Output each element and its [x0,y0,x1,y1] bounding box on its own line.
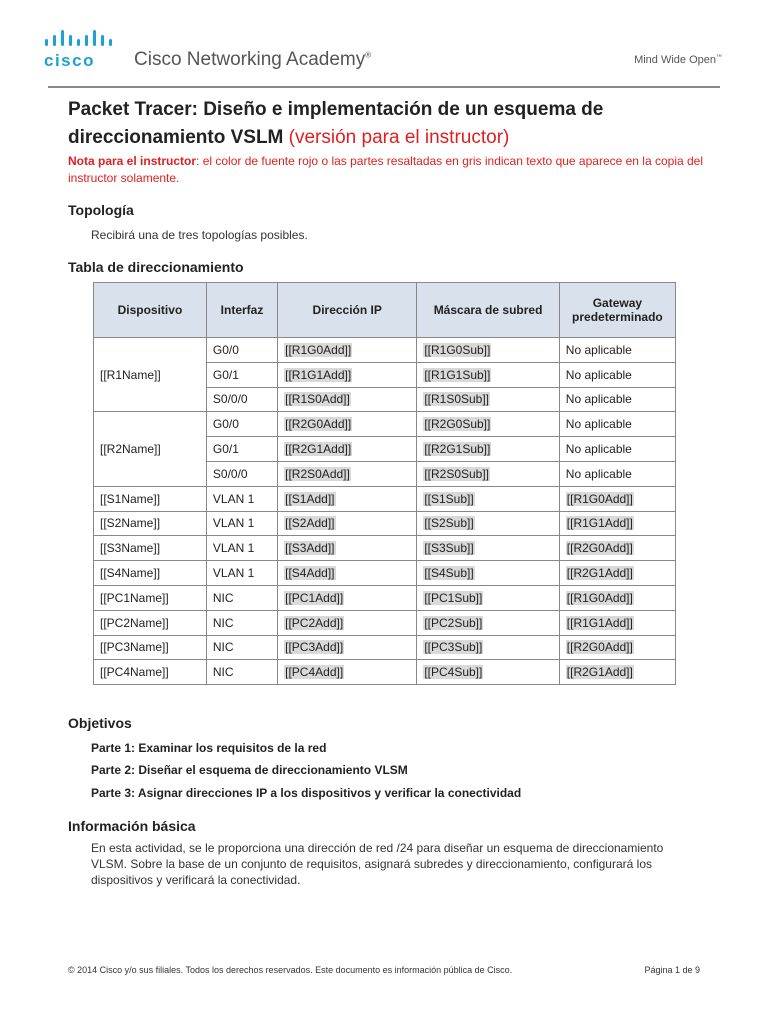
table-row [94,536,676,561]
cell-interface: VLAN 1 [206,511,277,536]
page-header [0,0,768,86]
cell-interface: G0/1 [206,437,277,462]
cell-ip-value: [[R1S0Add]] [285,392,350,407]
cell-interface: G0/1 [206,362,277,387]
objetivos-heading: Objetivos [68,715,132,731]
cell-interface: NIC [206,610,277,635]
cell-ip-value: [[R1G1Add]] [285,367,352,382]
cell-mask [417,437,559,462]
table-row [94,635,676,660]
cell-mask [417,610,559,635]
topologia-text: Recibirá una de tres topologías posibles. [91,228,308,242]
cell-gateway: No aplicable [559,412,675,437]
cell-mask-value: [[S1Sub]] [424,491,474,506]
tabla-heading: Tabla de direccionamiento [68,259,244,275]
cell-ip-value: [[S2Add]] [285,516,335,531]
col-interfaz: Interfaz [206,283,277,338]
cell-mask-value: [[R2S0Sub]] [424,466,490,481]
cell-mask [417,461,559,486]
table-row [94,561,676,586]
cell-ip [278,610,417,635]
cell-ip [278,461,417,486]
cell-mask-value: [[R1S0Sub]] [424,392,490,407]
cell-gateway [559,635,675,660]
cell-ip-value: [[R2S0Add]] [285,466,350,481]
cell-mask-value: [[PC1Sub]] [424,590,483,605]
cell-ip [278,338,417,363]
cell-mask [417,412,559,437]
col-mascara: Máscara de subred [417,283,559,338]
table-row [94,338,676,363]
cell-gateway-value: [[R2G0Add]] [566,640,633,655]
cell-mask-value: [[R1G0Sub]] [424,342,491,357]
cell-gateway-value: [[R2G1Add]] [566,665,633,680]
cell-interface: VLAN 1 [206,536,277,561]
cell-device: [[S3Name]] [94,536,207,561]
cell-mask-value: [[PC4Sub]] [424,665,483,680]
cell-device: [[PC1Name]] [94,585,207,610]
cell-gateway-value: [[R1G0Add]] [566,491,633,506]
cell-interface: S0/0/0 [206,461,277,486]
cell-gateway [559,610,675,635]
table-row [94,585,676,610]
cell-mask-value: [[R1G1Sub]] [424,367,491,382]
cell-mask-value: [[S4Sub]] [424,566,474,581]
cell-mask-value: [[R2G1Sub]] [424,442,491,457]
cell-mask-value: [[S2Sub]] [424,516,474,531]
cell-gateway-value: [[R1G1Add]] [566,516,633,531]
cell-interface: G0/0 [206,338,277,363]
cell-device: [[PC3Name]] [94,635,207,660]
cisco-wordmark: cisco [44,51,95,70]
cell-gateway [559,660,675,685]
cell-gateway-value: [[R2G0Add]] [566,541,633,556]
cell-interface: VLAN 1 [206,486,277,511]
cell-gateway [559,536,675,561]
cell-device: [[R1Name]] [94,338,207,412]
info-text: En esta actividad, se le proporciona una dirección de red /24 para diseñar un esquema de direccionamiento VLSM. Sobre la base de un conjunto de requisitos, asignará subredes y direccionamiento, configurará los dispositivos y verificará la conectividad. [91,841,664,887]
copyright-text: © 2014 Cisco y/o sus filiales. Todos los derechos reservados. Este documento es información pública de Cisco. [68,965,513,975]
page-title: Packet Tracer: Diseño e implementación de un esquema de direccionamiento VSLM (versión para el instructor) [68,99,604,148]
cell-ip-value: [[S3Add]] [285,541,335,556]
cell-ip-value: [[R2G0Add]] [285,417,352,432]
cell-mask [417,387,559,412]
cell-device: [[S2Name]] [94,511,207,536]
cell-mask [417,536,559,561]
table-row [94,660,676,685]
cell-mask [417,362,559,387]
academy-name: Cisco Networking Academy® [134,49,372,70]
cell-interface: S0/0/0 [206,387,277,412]
cell-interface: NIC [206,635,277,660]
cell-gateway: No aplicable [559,387,675,412]
cisco-logo-icon [44,29,112,49]
cell-mask [417,585,559,610]
objetivo-parte-2: Parte 2: Diseñar el esquema de direccionamiento VLSM [91,763,408,777]
cell-ip [278,536,417,561]
cell-ip [278,362,417,387]
objetivo-parte-3: Parte 3: Asignar direcciones IP a los dispositivos y verificar la conectividad [91,786,522,800]
cell-ip [278,412,417,437]
table-row [94,610,676,635]
cell-mask-value: [[R2G0Sub]] [424,417,491,432]
cell-interface: NIC [206,585,277,610]
cell-ip-value: [[R1G0Add]] [285,342,352,357]
col-gateway: Gateway predeterminado [559,283,675,338]
cell-ip [278,635,417,660]
cell-gateway [559,486,675,511]
cell-device: [[R2Name]] [94,412,207,486]
cell-gateway-value: [[R1G1Add]] [566,615,633,630]
cell-ip [278,561,417,586]
cell-ip [278,660,417,685]
page-footer [68,965,700,975]
cell-gateway-value: [[R2G1Add]] [566,566,633,581]
cell-interface: VLAN 1 [206,561,277,586]
cell-ip [278,511,417,536]
cell-mask [417,338,559,363]
cell-gateway [559,511,675,536]
cell-device: [[PC4Name]] [94,660,207,685]
cell-mask-value: [[S3Sub]] [424,541,474,556]
cell-device: [[S1Name]] [94,486,207,511]
cell-gateway: No aplicable [559,437,675,462]
tagline: Mind Wide Open™ [634,54,722,66]
instructor-note: Nota para el instructor: el color de fuente rojo o las partes resaltadas en gris indican texto que aparece en la copia del instructor solamente. [68,154,704,185]
page-number: Página 1 de 9 [644,965,700,975]
cell-ip [278,387,417,412]
cell-ip [278,437,417,462]
header-divider [48,86,720,88]
cell-ip [278,486,417,511]
cell-gateway: No aplicable [559,461,675,486]
cell-ip-value: [[PC1Add]] [285,590,344,605]
cell-ip-value: [[PC4Add]] [285,665,344,680]
cell-mask [417,660,559,685]
cell-gateway-value: [[R1G0Add]] [566,590,633,605]
cell-mask [417,511,559,536]
cell-gateway: No aplicable [559,362,675,387]
cell-ip-value: [[S1Add]] [285,491,335,506]
objetivo-parte-1: Parte 1: Examinar los requisitos de la red [91,741,327,755]
col-dispositivo: Dispositivo [94,283,207,338]
cell-mask-value: [[PC3Sub]] [424,640,483,655]
cell-device: [[S4Name]] [94,561,207,586]
cell-ip-value: [[PC3Add]] [285,640,344,655]
topologia-heading: Topología [68,202,134,218]
table-header-row [94,283,676,338]
cell-interface: G0/0 [206,412,277,437]
cell-gateway [559,561,675,586]
table-row [94,486,676,511]
table-body [94,338,676,685]
cell-interface: NIC [206,660,277,685]
table-row [94,511,676,536]
cell-mask [417,635,559,660]
cell-ip [278,585,417,610]
cell-mask-value: [[PC2Sub]] [424,615,483,630]
cell-mask [417,561,559,586]
table-row [94,412,676,437]
cell-gateway [559,585,675,610]
cell-gateway: No aplicable [559,338,675,363]
info-heading: Información básica [68,818,196,834]
cell-ip-value: [[S4Add]] [285,566,335,581]
col-direccion-ip: Dirección IP [278,283,417,338]
cell-device: [[PC2Name]] [94,610,207,635]
cell-mask [417,486,559,511]
cell-ip-value: [[R2G1Add]] [285,442,352,457]
cell-ip-value: [[PC2Add]] [285,615,344,630]
addressing-table [93,282,676,685]
